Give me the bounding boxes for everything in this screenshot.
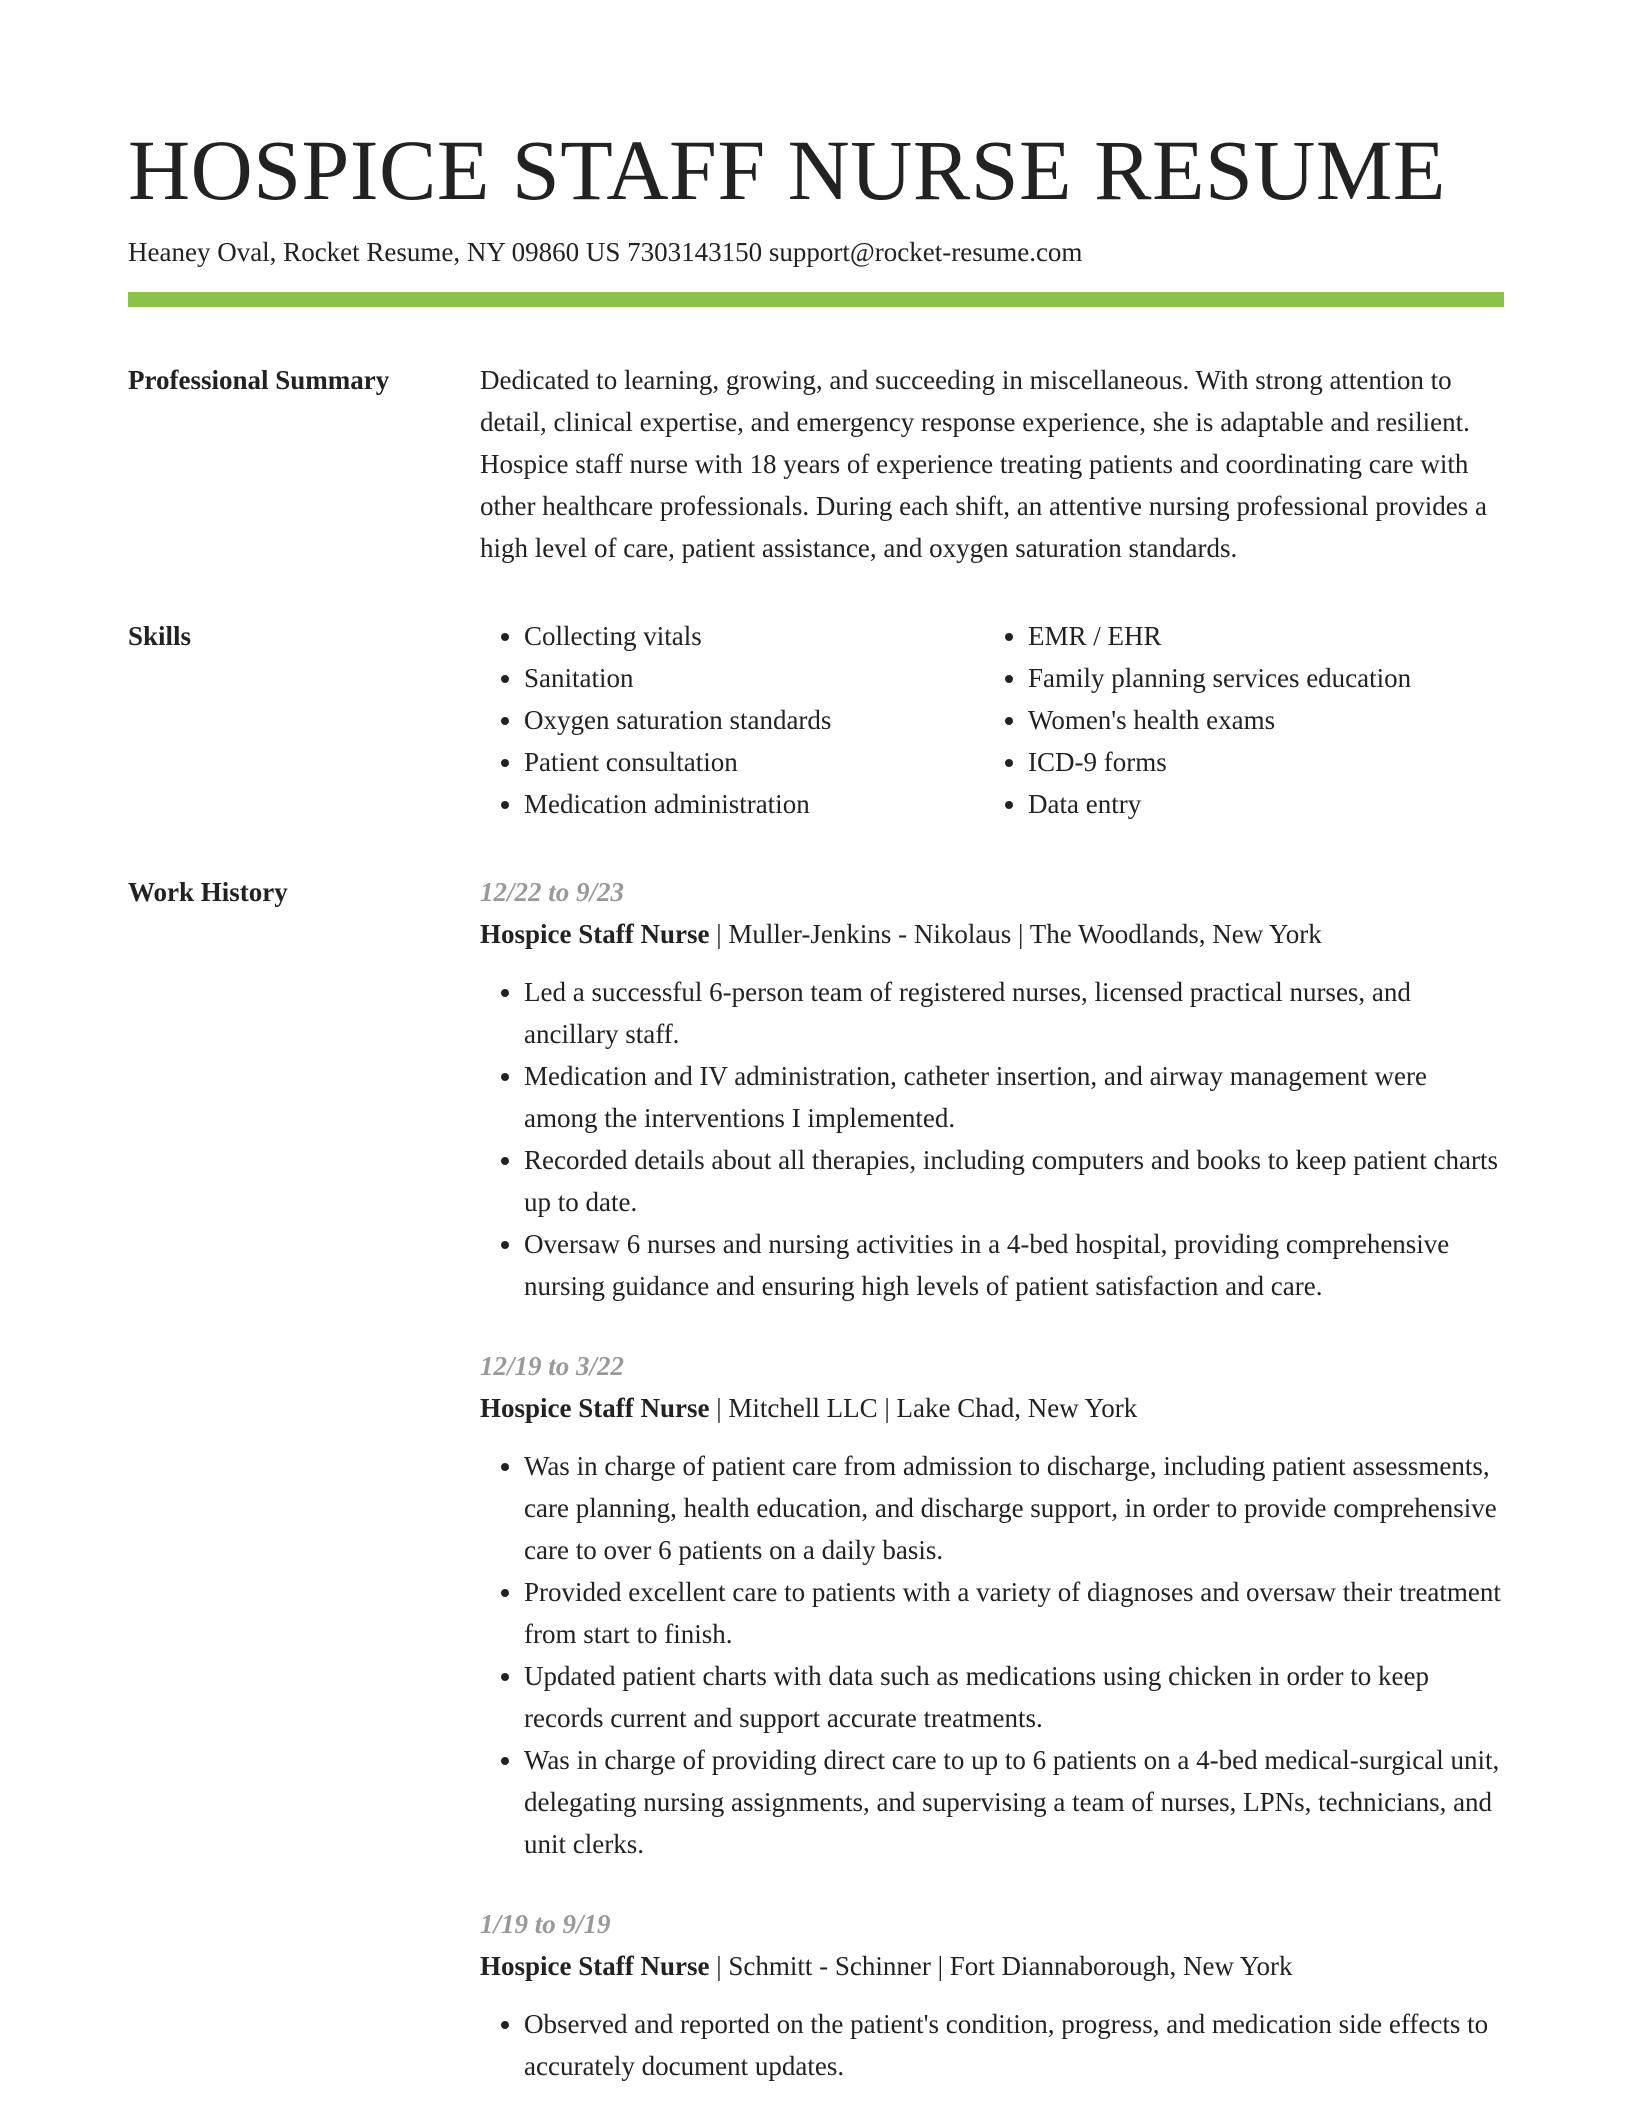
job-bullet: • Was in charge of patient care from admission to discharge, including patient assessments, care planning, health education, and discharge support, in order to provide comprehensive care to over 6 patients on a daily basis.	[524, 1445, 1504, 1571]
skill-item: • ICD-9 forms	[1028, 741, 1488, 783]
skill-item: • Collecting vitals	[524, 615, 984, 657]
job-details: | Muller-Jenkins - Nikolaus | The Woodlands, New York	[709, 919, 1322, 949]
skill-item: • Oxygen saturation standards	[524, 699, 984, 741]
skill-item: • Women's health exams	[1028, 699, 1488, 741]
skills-grid	[480, 615, 1504, 825]
job-date: 1/19 to 9/19	[480, 1909, 611, 1939]
contact-line: Heaney Oval, Rocket Resume, NY 09860 US 7303143150 support@rocket-resume.com	[128, 237, 1083, 267]
skill-item: • EMR / EHR	[1028, 615, 1488, 657]
skill-item: • Medication administration	[524, 783, 984, 825]
job-entry	[480, 1345, 1504, 1865]
job-title: Hospice Staff Nurse	[480, 1393, 710, 1423]
work-history-section	[128, 871, 1504, 2125]
resume-page	[128, 118, 1504, 2125]
job-bullet: • Updated patient charts with data such as medications using chicken in order to keep records current and support accurate treatments.	[524, 1655, 1504, 1739]
job-date: 12/22 to 9/23	[480, 877, 625, 907]
skill-item: • Data entry	[1028, 783, 1488, 825]
job-bullets	[480, 2003, 1504, 2087]
job-bullet: • Oversaw 6 nurses and nursing activities in a 4-bed hospital, providing comprehensive nursing guidance and ensuring high levels of patient satisfaction and care.	[524, 1223, 1504, 1307]
skill-item: • Sanitation	[524, 657, 984, 699]
skills-column-1	[480, 615, 984, 825]
job-title: Hospice Staff Nurse	[480, 919, 710, 949]
job-heading	[480, 913, 1504, 955]
job-bullet: • Led a successful 6-person team of registered nurses, licensed practical nurses, and ancillary staff.	[524, 971, 1504, 1055]
job-entry	[480, 1903, 1504, 2087]
job-bullet: • Observed and reported on the patient's condition, progress, and medication side effects to accurately document updates.	[524, 2003, 1504, 2087]
job-bullet: • Medication and IV administration, catheter insertion, and airway management were among the interventions I implemented.	[524, 1055, 1504, 1139]
job-bullets	[480, 971, 1504, 1307]
skills-column-2	[984, 615, 1488, 825]
summary-text: Dedicated to learning, growing, and succeeding in miscellaneous. With strong attention to detail, clinical expertise, and emergency response experience, she is adaptable and resilient. Hospice staff nurse with 18 years of experience treating patients and coordinating care with other healthcare professionals. During each shift, an attentive nursing professional provides a high level of care, patient assistance, and oxygen saturation standards.	[480, 365, 1487, 563]
skill-item: • Patient consultation	[524, 741, 984, 783]
job-date: 12/19 to 3/22	[480, 1351, 625, 1381]
job-heading	[480, 1387, 1504, 1429]
work-history-list	[480, 871, 1504, 2125]
job-bullet: • Provided excellent care to patients with a variety of diagnoses and oversaw their treatment from start to finish.	[524, 1571, 1504, 1655]
accent-divider	[128, 292, 1504, 307]
skills-section	[128, 615, 1504, 825]
summary-heading: Professional Summary	[128, 365, 390, 395]
job-bullets	[480, 1445, 1504, 1865]
skills-heading: Skills	[128, 621, 192, 651]
job-bullet: • Recorded details about all therapies, including computers and books to keep patient charts up to date.	[524, 1139, 1504, 1223]
job-heading	[480, 1945, 1504, 1987]
summary-section	[128, 359, 1504, 569]
skill-item: • Family planning services education	[1028, 657, 1488, 699]
job-details: | Mitchell LLC | Lake Chad, New York	[709, 1393, 1138, 1423]
job-title: Hospice Staff Nurse	[480, 1951, 710, 1981]
work-history-heading: Work History	[128, 877, 288, 907]
job-details: | Schmitt - Schinner | Fort Diannaborough, New York	[709, 1951, 1293, 1981]
job-entry	[480, 871, 1504, 1307]
job-bullet: • Was in charge of providing direct care to up to 6 patients on a 4-bed medical-surgical unit, delegating nursing assignments, and supervising a team of nurses, LPNs, technicians, and unit clerks.	[524, 1739, 1504, 1865]
resume-title: HOSPICE STAFF NURSE RESUME	[128, 122, 1446, 218]
